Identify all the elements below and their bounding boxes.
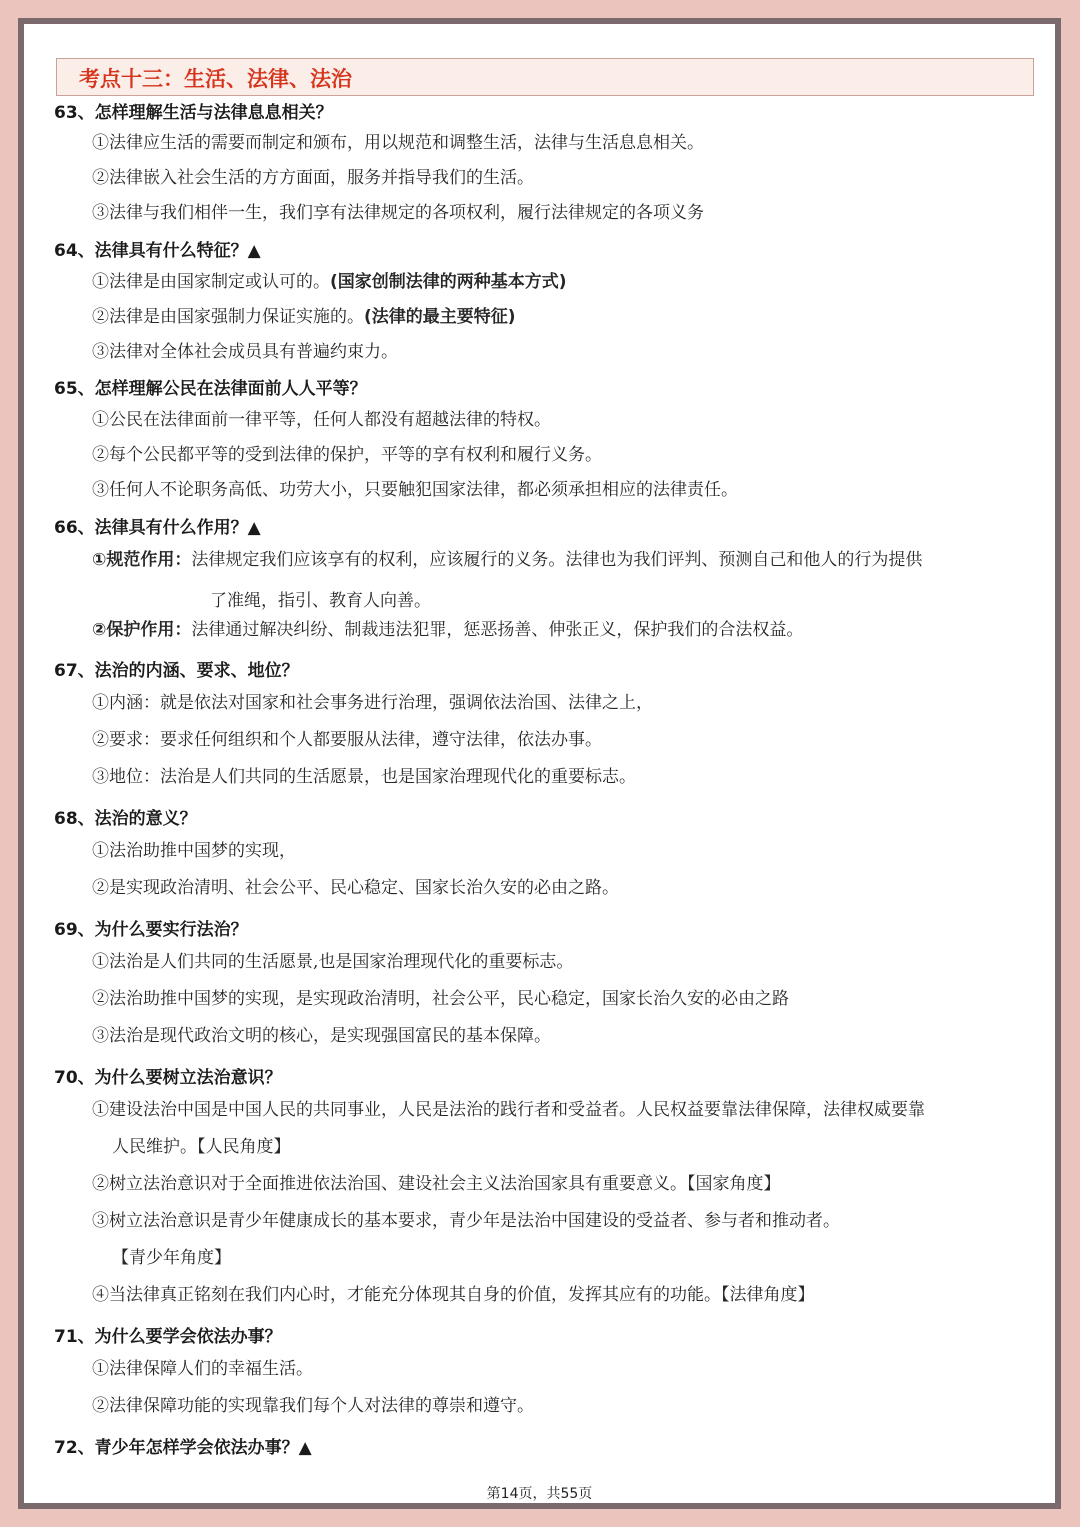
answer-70-4: ④当法律真正铭刻在我们内心时，才能充分体现其自身的价值，发挥其应有的功能。【法律角度】: [92, 1285, 815, 1305]
answer-69-3: ③法治是现代政治文明的核心，是实现强国富民的基本保障。: [92, 1026, 551, 1046]
answer-label: ①规范作用：: [92, 550, 192, 570]
section-title: 考点十三：生活、法律、法治: [79, 67, 352, 91]
answer-65-3: ③任何人不论职务高低、功劳大小，只要触犯国家法律，都必须承担相应的法律责任。: [92, 480, 738, 500]
answer-71-2: ②法律保障功能的实现靠我们每个人对法律的尊崇和遵守。: [92, 1396, 534, 1416]
answer-65-2: ②每个公民都平等的受到法律的保护，平等的享有权利和履行义务。: [92, 445, 602, 465]
answer-63-3: ③法律与我们相伴一生，我们享有法律规定的各项权利，履行法律规定的各项义务: [92, 203, 704, 223]
answer-67-1: ①内涵：就是依法对国家和社会事务进行治理，强调依法治国、法律之上，: [92, 693, 653, 713]
page-number: 第14页，共55页: [486, 1486, 593, 1502]
answer-66-1-cont: 了准绳，指引、教育人向善。: [210, 591, 431, 611]
answer-65-1: ①公民在法律面前一律平等，任何人都没有超越法律的特权。: [92, 410, 551, 430]
question-72: 72、青少年怎样学会依法办事？▲: [54, 1438, 312, 1458]
question-66: 66、法律具有什么作用？▲: [54, 518, 261, 538]
answer-text: ①法律是由国家制定或认可的。: [92, 272, 330, 292]
answer-66-1: [92, 543, 922, 578]
question-70: 70、为什么要树立法治意识？: [54, 1068, 282, 1088]
question-64: 64、法律具有什么特征？▲: [54, 241, 261, 261]
answer-71-1: ①法律保障人们的幸福生活。: [92, 1359, 313, 1379]
answer-67-2: ②要求：要求任何组织和个人都要服从法律，遵守法律，依法办事。: [92, 730, 602, 750]
answer-70-3: ③树立法治意识是青少年健康成长的基本要求，青少年是法治中国建设的受益者、参与者和推动者。: [92, 1211, 840, 1231]
answer-63-1: ①法律应生活的需要而制定和颁布，用以规范和调整生活，法律与生活息息相关。: [92, 133, 704, 153]
answer-67-3: ③地位：法治是人们共同的生活愿景，也是国家治理现代化的重要标志。: [92, 767, 636, 787]
question-65: 65、怎样理解公民在法律面前人人平等？: [54, 379, 367, 399]
answer-68-1: ①法治助推中国梦的实现，: [92, 841, 296, 861]
section-banner: [56, 58, 1034, 96]
answer-69-2: ②法治助推中国梦的实现，是实现政治清明，社会公平，民心稳定，国家长治久安的必由之路: [92, 989, 789, 1009]
question-67: 67、法治的内涵、要求、地位？: [54, 661, 299, 681]
answer-text: ②法律是由国家强制力保证实施的。: [92, 307, 364, 327]
answer-label: ②保护作用：: [92, 620, 192, 640]
question-69: 69、为什么要实行法治？: [54, 920, 248, 940]
answer-68-2: ②是实现政治清明、社会公平、民心稳定、国家长治久安的必由之路。: [92, 878, 619, 898]
page-frame: [18, 18, 1061, 1509]
answer-70-2: ②树立法治意识对于全面推进依法治国、建设社会主义法治国家具有重要意义。【国家角度】: [92, 1174, 781, 1194]
answer-64-1: [92, 265, 567, 300]
answer-70-1: ①建设法治中国是中国人民的共同事业，人民是法治的践行者和受益者。人民权益要靠法律保障，法律权威要靠: [92, 1100, 925, 1120]
answer-64-3: ③法律对全体社会成员具有普遍约束力。: [92, 342, 398, 362]
question-71: 71、为什么要学会依法办事？: [54, 1327, 282, 1347]
answer-note: (法律的最主要特征): [364, 307, 516, 327]
answer-text: 法律规定我们应该享有的权利，应该履行的义务。法律也为我们评判、预测自己和他人的行为提供: [191, 550, 923, 570]
question-63: 63、怎样理解生活与法律息息相关？: [54, 103, 333, 123]
answer-70-3-cont: 【青少年角度】: [112, 1248, 231, 1268]
answer-text: 法律通过解决纠纷、制裁违法犯罪，惩恶扬善、伸张正义，保护我们的合法权益。: [191, 620, 804, 640]
answer-66-2: [92, 613, 803, 648]
answer-64-2: [92, 300, 516, 335]
answer-69-1: ①法治是人们共同的生活愿景,也是国家治理现代化的重要标志。: [92, 952, 574, 972]
question-68: 68、法治的意义？: [54, 809, 197, 829]
answer-70-1-cont: 人民维护。【人民角度】: [112, 1137, 291, 1157]
answer-63-2: ②法律嵌入社会生活的方方面面，服务并指导我们的生活。: [92, 168, 534, 188]
answer-note: (国家创制法律的两种基本方式): [330, 272, 567, 292]
